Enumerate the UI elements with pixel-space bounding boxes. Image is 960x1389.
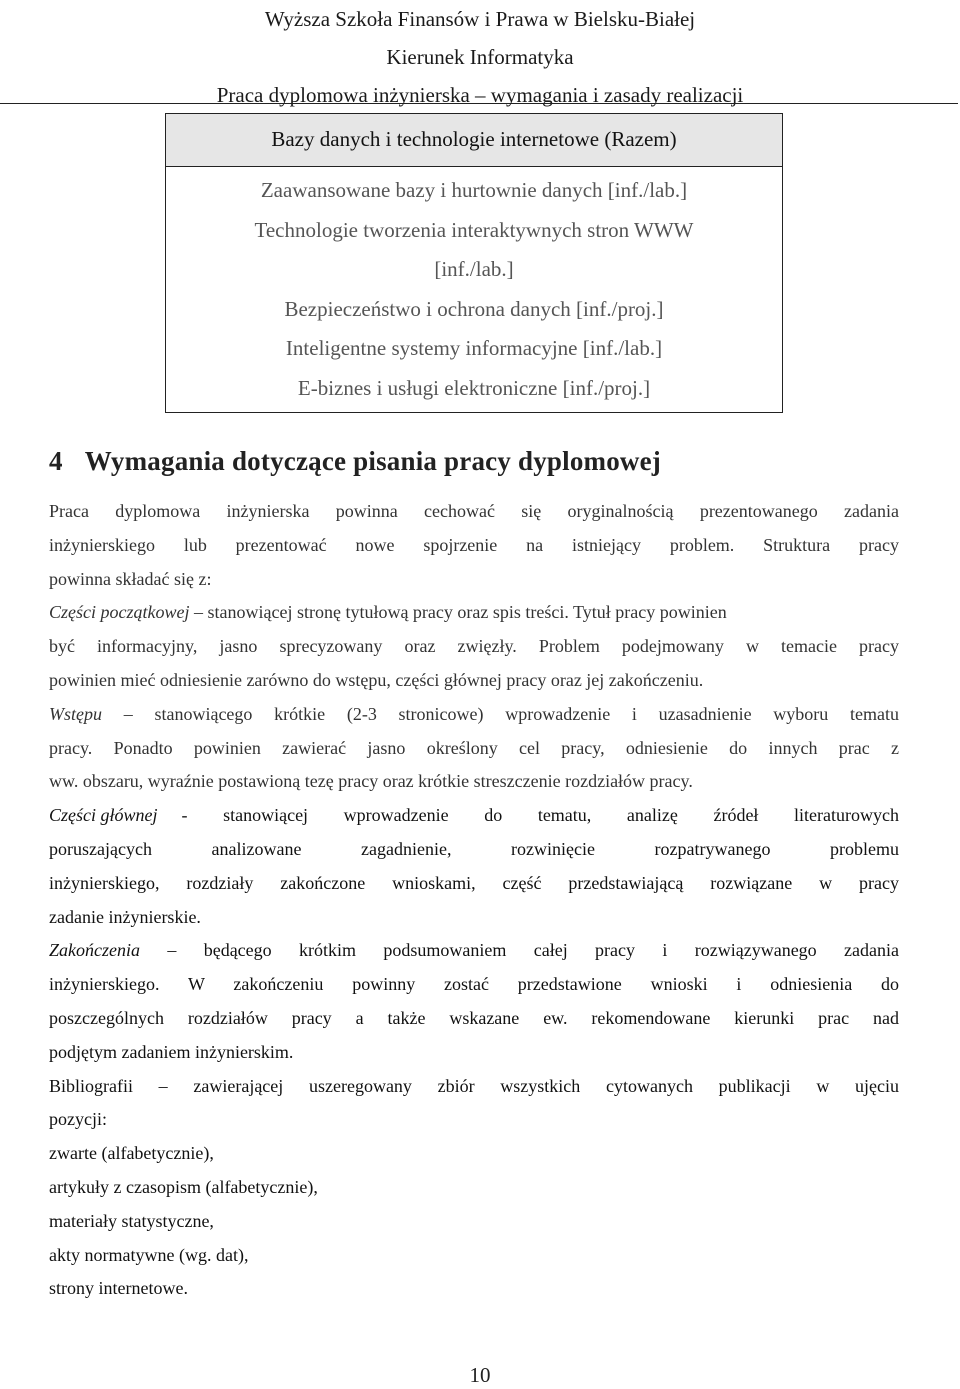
term-czesci-poczatkowej: Części początkowej [49,602,190,623]
term-zakonczenia: Zakończenia [49,940,140,961]
paragraph-line: ww. obszaru, wyraźnie postawioną tezę pracy oraz krótkie streszczenie rozdziałów pracy. [49,771,693,792]
courses-table-row: Zaawansowane bazy i hurtownie danych [inf./lab.] [260,178,688,202]
header-divider [0,103,958,104]
paragraph-line: podjętym zadaniem inżynierskim. [49,1041,294,1062]
paragraph-line: powinna składać się z: [49,568,212,589]
paragraph-line: inżynierskiego, rozdziały zakończone wnioskami, część przedstawiającą rozwiązane w pracy [49,872,899,893]
paragraph-text: - stanowiącej wprowadzenie do tematu, analizę źródeł literaturowych [181,805,899,826]
dash: – [139,940,204,961]
list-item: zwarte (alfabetycznie), [49,1143,214,1164]
paragraph-line: pozycji: [49,1109,107,1130]
list-item: artykuły z czasopism (alfabetycznie), [49,1176,318,1197]
courses-table-row: Inteligentne systemy informacyjne [inf./lab.] [285,336,663,360]
paragraph-line: poszczególnych rozdziałów pracy a także wskazane ew. rekomendowane kierunki prac nad [49,1007,899,1028]
courses-table-row: [inf./lab.] [434,257,514,281]
courses-table-row: Bezpieczeństwo i ochrona danych [inf./proj.] [284,296,664,321]
paragraph-line: inżynierskiego lub prezentować nowe spojrzenie na istniejący problem. Struktura pracy [49,534,899,555]
section-heading [49,446,661,477]
list-item: materiały statystyczne, [49,1210,214,1231]
section-number: 4 [49,446,63,476]
header-major: Kierunek Informatyka [386,45,574,69]
dash: – [189,602,208,623]
page-header [0,0,960,114]
dash: – [102,703,155,724]
paragraph-line [49,799,899,833]
paragraph-line [49,596,899,630]
courses-table-body [166,167,782,412]
courses-table-header: Bazy danych i technologie internetowe (Razem) [166,114,782,167]
page-number: 10 [469,1363,491,1387]
paragraph-line: Bibliografii – zawierającej uszeregowany zbiór wszystkich cytowanych publikacji w ujęciu [49,1075,899,1096]
paragraph-line: Praca dyplomowa inżynierska powinna cechować się oryginalnością prezentowanego zadania [49,501,899,521]
list-item: akty normatywne (wg. dat), [49,1244,249,1265]
paragraph-line: pracy. Ponadto powinien zawierać jasno określony cel pracy, odniesienie do innych prac z [49,737,899,758]
paragraph-line: inżynierskiego. W zakończeniu powinny zostać przedstawione wnioski i odniesienia do [49,974,899,995]
paragraph-text: będącego krótkim podsumowaniem całej pracy i rozwiązywanego zadania [203,940,899,961]
courses-table [165,113,783,413]
paragraph-line: poruszających analizowane zagadnienie, rozwinięcie rozpatrywanego problemu [49,838,899,859]
paragraph-line: być informacyjny, jasno sprecyzowany oraz zwięzły. Problem podejmowany w temacie pracy [49,636,899,657]
paragraph-line [49,698,899,732]
paragraph-text: stanowiącej stronę tytułową pracy oraz spis treści. Tytuł pracy powinien [207,602,727,623]
paragraph-line: powinien mieć odniesienie zarówno do wstępu, części głównej pracy oraz jej zakończeniu. [49,669,704,690]
paragraph-line [49,934,899,968]
list-item: strony internetowe. [49,1278,188,1299]
courses-table-row: Technologie tworzenia interaktywnych stron WWW [254,217,694,242]
header-document-title: Praca dyplomowa inżynierska – wymagania i zasady realizacji [216,83,744,107]
paragraph-line: zadanie inżynierskie. [49,906,201,927]
term-wstepu: Wstępu [49,703,102,724]
body-text [49,495,899,1306]
header-university: Wyższa Szkoła Finansów i Prawa w Bielsku-Białej [264,7,696,31]
term-czesci-glownej: Części głównej [49,805,158,826]
courses-table-row: E-biznes i usługi elektroniczne [inf./proj.] [297,375,651,400]
paragraph-text: stanowiącego krótkie (2-3 stronicowe) wprowadzenie i uzasadnienie wyboru tematu [154,703,900,724]
section-title: Wymagania dotyczące pisania pracy dyplomowej [84,446,661,476]
